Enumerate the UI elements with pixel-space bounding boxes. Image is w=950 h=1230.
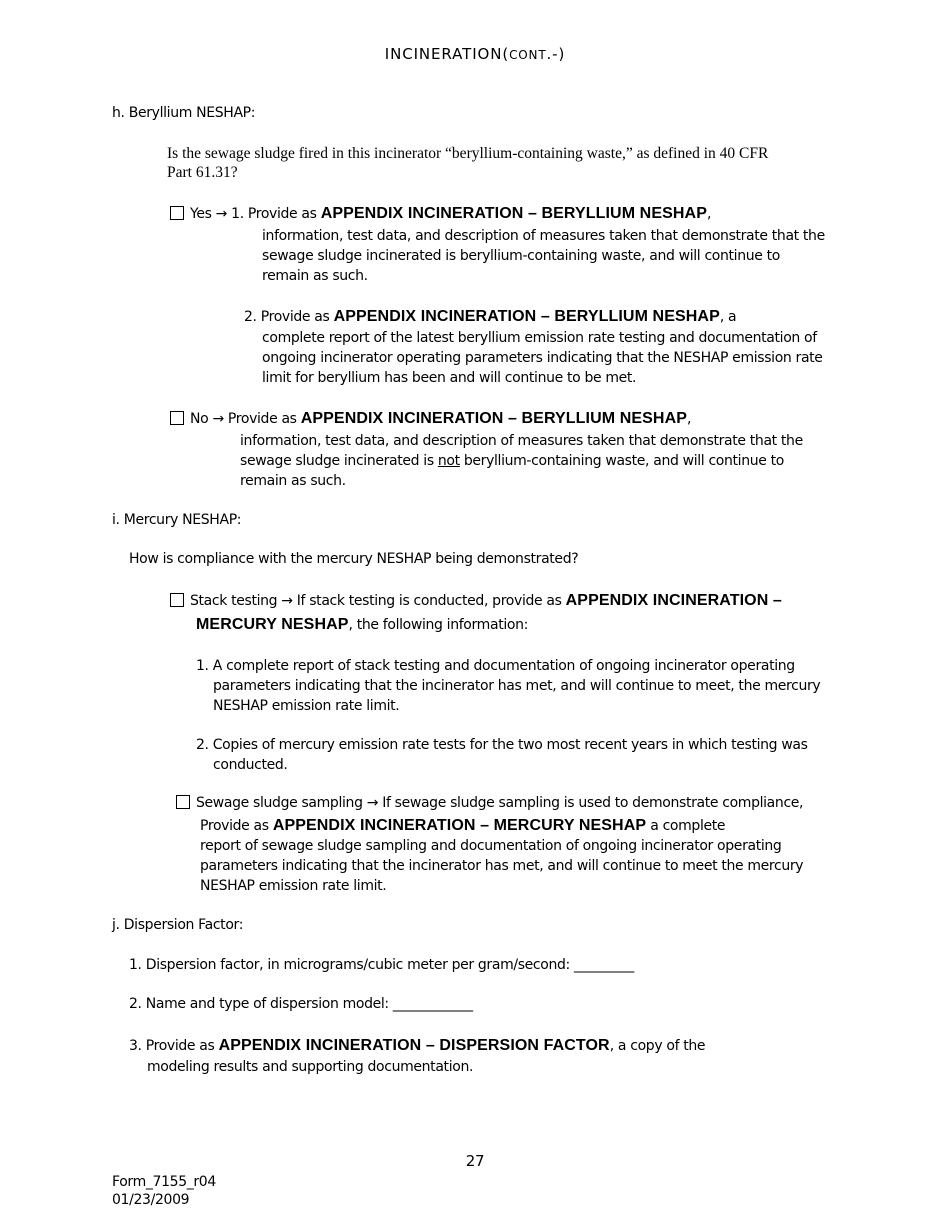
sludge-sampling-checkbox[interactable] xyxy=(176,795,190,809)
beryllium-yes-checkbox[interactable] xyxy=(170,206,184,220)
appendix-reference: APPENDIX INCINERATION – DISPERSION FACTOR xyxy=(218,1037,610,1054)
beryllium-heading: h. Beryllium NESHAP: xyxy=(112,105,256,121)
appendix-reference: APPENDIX INCINERATION – BERYLLIUM NESHAP xyxy=(333,308,720,325)
dispersion-model-field[interactable]: 2. Name and type of dispersion model: ____________ xyxy=(129,996,473,1012)
beryllium-no-option: No → Provide as APPENDIX INCINERATION – BERYLLIUM NESHAP, xyxy=(170,409,691,429)
beryllium-yes-option: Yes → 1. Provide as APPENDIX INCINERATION – BERYLLIUM NESHAP, xyxy=(170,204,711,224)
appendix-reference: APPENDIX INCINERATION – xyxy=(565,592,782,609)
mercury-stack-option: Stack testing → If stack testing is conducted, provide as APPENDIX INCINERATION – xyxy=(170,591,782,611)
page-title-main: INCINERATION xyxy=(384,45,503,63)
beryllium-no-checkbox[interactable] xyxy=(170,411,184,425)
mercury-stack-line2: MERCURY NESHAP, the following information: xyxy=(196,616,528,633)
appendix-reference: APPENDIX INCINERATION – BERYLLIUM NESHAP xyxy=(320,205,707,222)
form-id: Form_7155_r04 xyxy=(112,1174,216,1190)
mercury-item-2: 2. Copies of mercury emission rate tests for the two most recent years in which testing was conducted. xyxy=(196,737,808,773)
mercury-item-1: 1. A complete report of stack testing and documentation of ongoing incinerator operating parameters indicating that the incinerator has met, and will continue to meet, the mercury NESHAP emission rate limit. xyxy=(196,658,821,714)
page-number: 27 xyxy=(465,1152,485,1170)
appendix-reference: APPENDIX INCINERATION – BERYLLIUM NESHAP xyxy=(300,410,687,427)
beryllium-question: Is the sewage sludge fired in this incinerator “beryllium-containing waste,” as defined in 40 CFR Part 61.31? xyxy=(167,145,769,181)
beryllium-yes2-header: 2. Provide as APPENDIX INCINERATION – BERYLLIUM NESHAP, a xyxy=(244,308,737,325)
form-date: 01/23/2009 xyxy=(112,1192,190,1208)
mercury-sludge-text: Provide as APPENDIX INCINERATION – MERCURY NESHAP a complete report of sewage sludge sampling and documentation of ongoing incinerator operating parameters indicating that the incinerator has met, and will continue to meet the mercury NESHAP emission rate limit. xyxy=(200,817,804,894)
mercury-heading: i. Mercury NESHAP: xyxy=(112,512,242,528)
stack-testing-checkbox[interactable] xyxy=(170,593,184,607)
dispersion-factor-field[interactable]: 1. Dispersion factor, in micrograms/cubic meter per gram/second: _________ xyxy=(129,957,634,973)
mercury-sludge-option: Sewage sludge sampling → If sewage sludge sampling is used to demonstrate compliance, xyxy=(176,793,803,813)
dispersion-item-3: 3. Provide as APPENDIX INCINERATION – DISPERSION FACTOR, a copy of the modeling results and supporting documentation. xyxy=(129,1037,706,1075)
appendix-reference: MERCURY NESHAP xyxy=(196,616,349,633)
dispersion-heading: j. Dispersion Factor: xyxy=(112,917,244,933)
page-title: INCINERATION(CONT.-) xyxy=(384,45,566,63)
mercury-question: How is compliance with the mercury NESHAP being demonstrated? xyxy=(129,551,579,567)
beryllium-yes2-text: complete report of the latest beryllium emission rate testing and documentation of ongoing incinerator operating parameters indicating that the NESHAP emission rate limit for beryllium has been and will continue to be met. xyxy=(262,330,823,386)
beryllium-no-text: information, test data, and description of measures taken that demonstrate that the sewage sludge incinerated is not beryllium-containing waste, and will continue to remain as such. xyxy=(240,433,803,489)
appendix-reference: APPENDIX INCINERATION – MERCURY NESHAP xyxy=(272,817,647,834)
beryllium-yes1-text: information, test data, and description of measures taken that demonstrate that the sewage sludge incinerated is beryllium-containing waste, and will continue to remain as such. xyxy=(262,228,825,284)
